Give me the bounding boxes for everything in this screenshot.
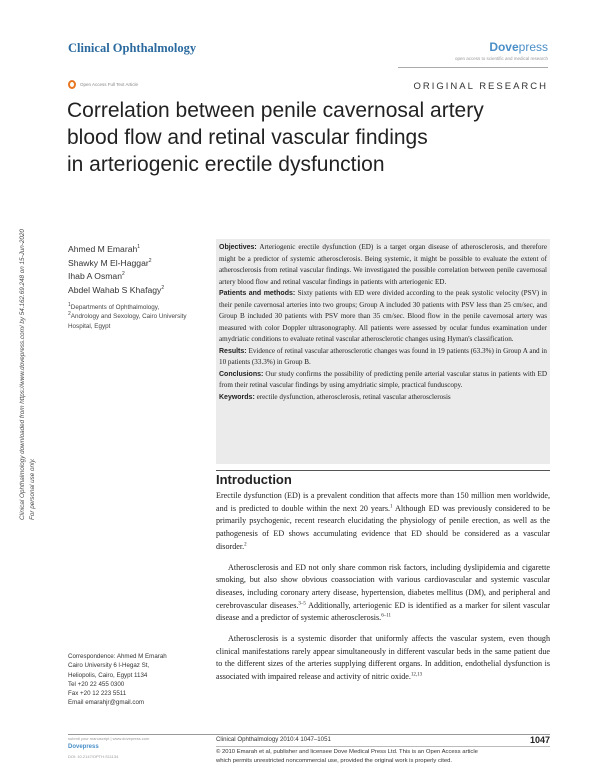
download-watermark	[18, 160, 44, 520]
title-line: blood flow and retinal vascular findings	[67, 126, 428, 149]
citation-ref[interactable]: 3–5	[298, 600, 306, 606]
open-access-label: Open Access Full Text Article	[80, 82, 138, 87]
abstract-objectives: Objectives: Arteriogenic erectile dysfunction (ED) is a target organ disease of atherosclerosis, and therefore might be a predictor of systemic atherosclerosis. Being systemic, it might be possible to evaluate the extent of atherosclerosis from retinal vascular findings. We investigated the possible correlation between penile cavernosal artery blood flow and retinal vascular findings in patients with arteriogenic ED.	[219, 243, 547, 286]
author: Ihab A Osman$^2$	[68, 271, 125, 282]
abstract-methods: Patients and methods: Sixty patients with ED were divided according to the peak systolic velocity (PSV) in their penile cavernosal arteries into two groups; Group A included 30 patients with PSV less than 25 cm/sec, and Group B included 30 patients with PSV more than 35 cm/sec. Blood flow in the penile cavernosal artery was measured with color Doppler ultrasonography. All patients were assessed by ocular fundus examination under amydriatic conditions to evaluate retinal vascular atherosclerotic changes using Hyman's classification.	[219, 289, 548, 343]
citation-ref[interactable]: 2	[244, 542, 247, 548]
article-type: ORIGINAL RESEARCH	[413, 81, 548, 92]
correspondence-email[interactable]: Email emarahjr@gmail.com	[68, 699, 145, 707]
affiliations: $^1$Departments of Ophthalmology, $^2$Andrology and Sexology, Cairo University Hospital, Egypt	[68, 301, 187, 330]
publisher-logo[interactable]	[489, 40, 548, 54]
footer-logo[interactable]: Dovepress	[68, 744, 99, 750]
citation-ref[interactable]: 6–11	[381, 613, 392, 619]
page-number: 1047	[529, 735, 550, 745]
download-note: Clinical Ophthalmology downloaded from https://www.dovepress.com/ by 54.162.69.248 on 15-Jun-2020	[19, 229, 26, 520]
copyright: © 2010 Emarah et al, publisher and licensee Dove Medical Press Ltd. This is an Open Access article which permits unrestricted noncommercial use, provided the original work is properly cited.	[216, 749, 478, 764]
article-title	[67, 97, 537, 178]
footer-divider	[68, 734, 550, 735]
submit-link[interactable]: submit your manuscript | www.dovepress.com	[68, 736, 150, 741]
paragraph: Erectile dysfunction (ED) is a prevalent condition that affects more than 150 million men worldwide, and is predicted to double within the next 20 years.$^1$ Although ED was previously considered to be primarily psychogenic, recent research elucidating the physiology of penile erection, as well as the pathogenesis of ED shows accumulating evidence that ED should be considered as a vascular disorder.$^2$	[216, 491, 550, 551]
abstract-box	[216, 239, 550, 464]
publisher-tagline: open access to scientific and medical research	[454, 56, 548, 61]
citation-ref[interactable]: 1	[390, 504, 393, 510]
correspondence: Correspondence: Ahmed M Emarah Cairo University 6 l-Hegaz St, Heliopolis, Cairo, Egypt 1134 Tel +20 22 455 0300 Fax +20 12 223 5511 Email emarahjr@gmail.com	[68, 652, 208, 708]
publisher-dove: Dove	[489, 40, 519, 54]
title-line: in arteriogenic erectile dysfunction	[67, 153, 385, 176]
author: Shawky M El-Haggar$^2$	[68, 257, 152, 268]
author: Abdel Wahab S Khafagy$^2$	[68, 284, 165, 295]
open-access-icon	[68, 80, 76, 89]
citation-ref[interactable]: 12,13	[410, 672, 423, 678]
personal-use-note: For personal use only.	[29, 458, 36, 520]
publisher-press: press	[518, 40, 548, 54]
author: Ahmed M Emarah$^1$	[68, 244, 141, 254]
section-divider	[216, 470, 550, 471]
open-access-badge	[68, 80, 138, 89]
doi[interactable]: DOI: 10.2147/OPTH.S11134	[68, 754, 119, 759]
footer-divider-2	[216, 746, 550, 747]
abstract-keywords: Keywords: erectile dysfunction, atherosclerosis, retinal vascular atherosclerosis	[219, 392, 451, 401]
author-list	[68, 243, 164, 297]
header-divider	[398, 67, 548, 68]
abstract-results: Results: Evidence of retinal vascular atherosclerotic changes was found in 19 patients (63.3%) in Group A and in 10 patients (33.3%) in Group B.	[219, 346, 547, 366]
title-line: Correlation between penile cavernosal artery	[67, 99, 484, 122]
paragraph: Atherosclerosis is a systemic disorder that uniformly affects the vascular system, even though clinical manifestations rarely appear simultaneously in different vascular beds in the same patient due to the different sizes of the arteries supplying different organs. In addition, endothelial dysfunction is associated with impaired release and activity of nitric oxide.$^{12,13}$	[216, 634, 550, 682]
journal-name[interactable]: Clinical Ophthalmology	[68, 41, 197, 55]
introduction-heading: Introduction	[216, 472, 292, 487]
footer-citation: Clinical Ophthalmology 2010:4 1047–1051	[216, 736, 331, 743]
paragraph: Atherosclerosis and ED not only share common risk factors, including dyslipidemia and cigarette smoking, but also show obvious coassociation with various cardiovascular and systemic vascular diseases, including coronary artery disease, hypertension, diabetes mellitus (DM), and peripheral and cerebrovascular diseases.$^{3-5}$ Additionally, arteriogenic ED is identified as a marker for silent vascular disease and a predictor of systemic atherosclerosis.$^{6-11}$	[216, 562, 551, 623]
introduction-body	[216, 490, 550, 692]
abstract-conclusions: Conclusions: Our study confirms the possibility of predicting penile arterial vascular status in patients with ED from their retinal vascular findings by using amydriatic simple, practical funduscopy.	[219, 369, 547, 389]
